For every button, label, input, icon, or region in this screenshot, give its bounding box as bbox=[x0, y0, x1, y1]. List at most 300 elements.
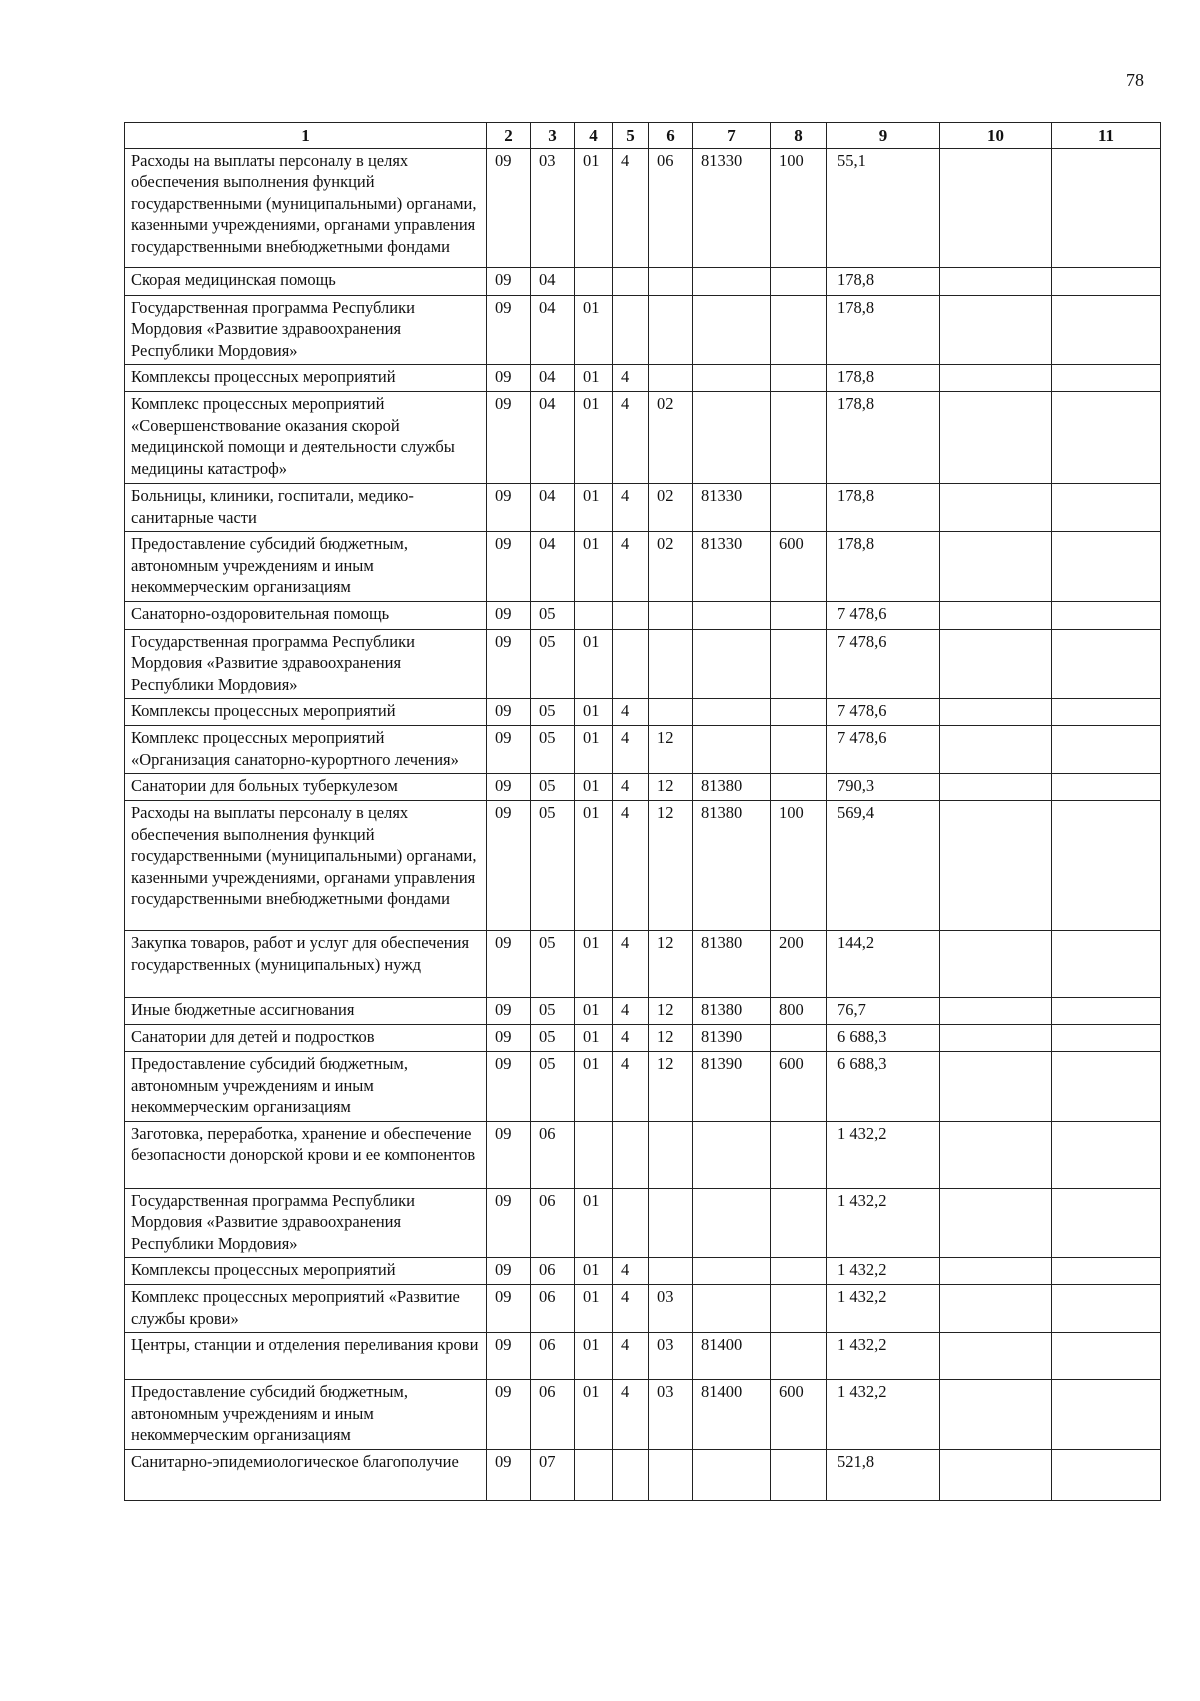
type-code-cell: 4 bbox=[613, 774, 649, 801]
program-code-cell: 01 bbox=[575, 774, 613, 801]
row-name-cell: Центры, станции и отделения переливания крови bbox=[125, 1333, 487, 1380]
complex-code-cell bbox=[649, 1258, 693, 1285]
complex-code-cell bbox=[649, 1188, 693, 1258]
amount-cell: 1 432,2 bbox=[827, 1380, 940, 1450]
section-code-cell: 09 bbox=[487, 365, 531, 392]
column-10-cell bbox=[940, 484, 1052, 532]
program-code-cell: 01 bbox=[575, 148, 613, 267]
complex-code-cell: 12 bbox=[649, 726, 693, 774]
header-cell: 1 bbox=[125, 123, 487, 149]
table-row bbox=[125, 774, 1161, 801]
header-cell: 10 bbox=[940, 123, 1052, 149]
section-code-cell: 09 bbox=[487, 1449, 531, 1500]
subsection-code-cell: 05 bbox=[531, 1025, 575, 1052]
column-10-cell bbox=[940, 998, 1052, 1025]
subsection-code-cell: 07 bbox=[531, 1449, 575, 1500]
expense-type-cell bbox=[771, 1258, 827, 1285]
section-code-cell: 09 bbox=[487, 931, 531, 998]
complex-code-cell bbox=[649, 1121, 693, 1188]
column-11-cell bbox=[1052, 484, 1161, 532]
type-code-cell: 4 bbox=[613, 1285, 649, 1333]
table-row bbox=[125, 532, 1161, 602]
subsection-code-cell: 04 bbox=[531, 295, 575, 365]
expense-type-cell bbox=[771, 1025, 827, 1052]
complex-code-cell bbox=[649, 267, 693, 295]
subsection-code-cell: 04 bbox=[531, 365, 575, 392]
amount-cell: 6 688,3 bbox=[827, 1025, 940, 1052]
table-row bbox=[125, 1449, 1161, 1500]
section-code-cell: 09 bbox=[487, 1333, 531, 1380]
column-10-cell bbox=[940, 1380, 1052, 1450]
complex-code-cell: 03 bbox=[649, 1333, 693, 1380]
direction-code-cell bbox=[693, 1285, 771, 1333]
section-code-cell: 09 bbox=[487, 1025, 531, 1052]
direction-code-cell bbox=[693, 629, 771, 699]
column-11-cell bbox=[1052, 267, 1161, 295]
table-body bbox=[125, 148, 1161, 1500]
complex-code-cell bbox=[649, 365, 693, 392]
row-name-cell: Государственная программа Республики Мордовия «Развитие здравоохранения Республики Мордовия» bbox=[125, 1188, 487, 1258]
subsection-code-cell: 06 bbox=[531, 1333, 575, 1380]
column-11-cell bbox=[1052, 726, 1161, 774]
expense-type-cell bbox=[771, 267, 827, 295]
column-11-cell bbox=[1052, 392, 1161, 484]
type-code-cell: 4 bbox=[613, 998, 649, 1025]
amount-cell: 7 478,6 bbox=[827, 601, 940, 629]
page-number: 78 bbox=[1126, 70, 1144, 90]
subsection-code-cell: 05 bbox=[531, 774, 575, 801]
type-code-cell bbox=[613, 1188, 649, 1258]
column-10-cell bbox=[940, 365, 1052, 392]
column-11-cell bbox=[1052, 1052, 1161, 1122]
column-11-cell bbox=[1052, 774, 1161, 801]
amount-cell: 178,8 bbox=[827, 392, 940, 484]
budget-table bbox=[124, 122, 1161, 1501]
column-10-cell bbox=[940, 1121, 1052, 1188]
column-10-cell bbox=[940, 1188, 1052, 1258]
amount-cell: 55,1 bbox=[827, 148, 940, 267]
header-cell: 5 bbox=[613, 123, 649, 149]
row-name-cell: Комплекс процессных мероприятий «Совершенствование оказания скорой медицинской помощи и деятельности службы медицины катастроф» bbox=[125, 392, 487, 484]
section-code-cell: 09 bbox=[487, 629, 531, 699]
row-name-cell: Расходы на выплаты персоналу в целях обеспечения выполнения функций государственными (муниципальными) органами, казенными учреждениями, органами управления государственными внебюджетными фондами bbox=[125, 801, 487, 931]
section-code-cell: 09 bbox=[487, 774, 531, 801]
program-code-cell: 01 bbox=[575, 295, 613, 365]
header-cell: 3 bbox=[531, 123, 575, 149]
complex-code-cell: 12 bbox=[649, 801, 693, 931]
header-cell: 2 bbox=[487, 123, 531, 149]
table-row bbox=[125, 1188, 1161, 1258]
column-11-cell bbox=[1052, 801, 1161, 931]
program-code-cell bbox=[575, 601, 613, 629]
expense-type-cell bbox=[771, 1121, 827, 1188]
row-name-cell: Предоставление субсидий бюджетным, автономным учреждениям и иным некоммерческим организациям bbox=[125, 532, 487, 602]
complex-code-cell bbox=[649, 629, 693, 699]
direction-code-cell: 81330 bbox=[693, 148, 771, 267]
header-cell: 11 bbox=[1052, 123, 1161, 149]
direction-code-cell bbox=[693, 1258, 771, 1285]
expense-type-cell bbox=[771, 365, 827, 392]
subsection-code-cell: 04 bbox=[531, 532, 575, 602]
expense-type-cell: 600 bbox=[771, 1052, 827, 1122]
amount-cell: 7 478,6 bbox=[827, 629, 940, 699]
type-code-cell: 4 bbox=[613, 931, 649, 998]
section-code-cell: 09 bbox=[487, 1285, 531, 1333]
expense-type-cell bbox=[771, 774, 827, 801]
complex-code-cell: 12 bbox=[649, 1025, 693, 1052]
header-row bbox=[125, 123, 1161, 149]
type-code-cell: 4 bbox=[613, 1025, 649, 1052]
row-name-cell: Санитарно-эпидемиологическое благополучие bbox=[125, 1449, 487, 1500]
table-row bbox=[125, 1025, 1161, 1052]
subsection-code-cell: 06 bbox=[531, 1380, 575, 1450]
amount-cell: 76,7 bbox=[827, 998, 940, 1025]
direction-code-cell bbox=[693, 699, 771, 726]
column-10-cell bbox=[940, 1333, 1052, 1380]
row-name-cell: Закупка товаров, работ и услуг для обеспечения государственных (муниципальных) нужд bbox=[125, 931, 487, 998]
column-11-cell bbox=[1052, 532, 1161, 602]
row-name-cell: Предоставление субсидий бюджетным, автономным учреждениям и иным некоммерческим организациям bbox=[125, 1380, 487, 1450]
direction-code-cell bbox=[693, 1449, 771, 1500]
column-11-cell bbox=[1052, 1025, 1161, 1052]
type-code-cell bbox=[613, 295, 649, 365]
expense-type-cell bbox=[771, 392, 827, 484]
complex-code-cell: 02 bbox=[649, 532, 693, 602]
column-11-cell bbox=[1052, 1380, 1161, 1450]
amount-cell: 178,8 bbox=[827, 532, 940, 602]
column-11-cell bbox=[1052, 295, 1161, 365]
table-row bbox=[125, 931, 1161, 998]
table-row bbox=[125, 601, 1161, 629]
table-row bbox=[125, 295, 1161, 365]
section-code-cell: 09 bbox=[487, 1121, 531, 1188]
row-name-cell: Иные бюджетные ассигнования bbox=[125, 998, 487, 1025]
direction-code-cell: 81380 bbox=[693, 931, 771, 998]
header-cell: 4 bbox=[575, 123, 613, 149]
table-row bbox=[125, 1333, 1161, 1380]
row-name-cell: Государственная программа Республики Мордовия «Развитие здравоохранения Республики Мордовия» bbox=[125, 629, 487, 699]
row-name-cell: Комплекс процессных мероприятий «Развитие службы крови» bbox=[125, 1285, 487, 1333]
subsection-code-cell: 05 bbox=[531, 1052, 575, 1122]
subsection-code-cell: 06 bbox=[531, 1285, 575, 1333]
amount-cell: 7 478,6 bbox=[827, 726, 940, 774]
expense-type-cell bbox=[771, 1285, 827, 1333]
program-code-cell: 01 bbox=[575, 1333, 613, 1380]
row-name-cell: Комплексы процессных мероприятий bbox=[125, 365, 487, 392]
direction-code-cell bbox=[693, 601, 771, 629]
direction-code-cell: 81390 bbox=[693, 1025, 771, 1052]
section-code-cell: 09 bbox=[487, 267, 531, 295]
direction-code-cell bbox=[693, 295, 771, 365]
column-11-cell bbox=[1052, 601, 1161, 629]
table-row bbox=[125, 1380, 1161, 1450]
header-cell: 8 bbox=[771, 123, 827, 149]
program-code-cell: 01 bbox=[575, 532, 613, 602]
column-10-cell bbox=[940, 601, 1052, 629]
expense-type-cell bbox=[771, 295, 827, 365]
subsection-code-cell: 06 bbox=[531, 1121, 575, 1188]
expense-type-cell bbox=[771, 601, 827, 629]
type-code-cell: 4 bbox=[613, 801, 649, 931]
section-code-cell: 09 bbox=[487, 484, 531, 532]
table-row bbox=[125, 629, 1161, 699]
expense-type-cell: 600 bbox=[771, 1380, 827, 1450]
amount-cell: 569,4 bbox=[827, 801, 940, 931]
column-10-cell bbox=[940, 1258, 1052, 1285]
amount-cell: 178,8 bbox=[827, 365, 940, 392]
complex-code-cell: 03 bbox=[649, 1285, 693, 1333]
column-11-cell bbox=[1052, 998, 1161, 1025]
table-row bbox=[125, 1052, 1161, 1122]
column-11-cell bbox=[1052, 629, 1161, 699]
amount-cell: 178,8 bbox=[827, 267, 940, 295]
column-10-cell bbox=[940, 1449, 1052, 1500]
column-11-cell bbox=[1052, 365, 1161, 392]
section-code-cell: 09 bbox=[487, 998, 531, 1025]
row-name-cell: Скорая медицинская помощь bbox=[125, 267, 487, 295]
expense-type-cell: 100 bbox=[771, 148, 827, 267]
amount-cell: 521,8 bbox=[827, 1449, 940, 1500]
subsection-code-cell: 05 bbox=[531, 998, 575, 1025]
column-11-cell bbox=[1052, 1121, 1161, 1188]
table-row bbox=[125, 699, 1161, 726]
program-code-cell: 01 bbox=[575, 801, 613, 931]
program-code-cell bbox=[575, 267, 613, 295]
column-10-cell bbox=[940, 295, 1052, 365]
type-code-cell bbox=[613, 1449, 649, 1500]
column-10-cell bbox=[940, 1285, 1052, 1333]
section-code-cell: 09 bbox=[487, 1052, 531, 1122]
expense-type-cell bbox=[771, 1333, 827, 1380]
complex-code-cell: 12 bbox=[649, 931, 693, 998]
row-name-cell: Больницы, клиники, госпитали, медико-санитарные части bbox=[125, 484, 487, 532]
column-10-cell bbox=[940, 931, 1052, 998]
subsection-code-cell: 03 bbox=[531, 148, 575, 267]
table-row bbox=[125, 1285, 1161, 1333]
program-code-cell: 01 bbox=[575, 365, 613, 392]
type-code-cell: 4 bbox=[613, 726, 649, 774]
table-row bbox=[125, 998, 1161, 1025]
complex-code-cell bbox=[649, 601, 693, 629]
direction-code-cell: 81390 bbox=[693, 1052, 771, 1122]
amount-cell: 7 478,6 bbox=[827, 699, 940, 726]
program-code-cell: 01 bbox=[575, 1188, 613, 1258]
amount-cell: 1 432,2 bbox=[827, 1258, 940, 1285]
table-row bbox=[125, 392, 1161, 484]
column-11-cell bbox=[1052, 931, 1161, 998]
row-name-cell: Санаторно-оздоровительная помощь bbox=[125, 601, 487, 629]
column-10-cell bbox=[940, 1025, 1052, 1052]
direction-code-cell: 81380 bbox=[693, 774, 771, 801]
program-code-cell: 01 bbox=[575, 726, 613, 774]
complex-code-cell: 12 bbox=[649, 998, 693, 1025]
row-name-cell: Санатории для детей и подростков bbox=[125, 1025, 487, 1052]
direction-code-cell: 81400 bbox=[693, 1333, 771, 1380]
type-code-cell: 4 bbox=[613, 1052, 649, 1122]
section-code-cell: 09 bbox=[487, 1380, 531, 1450]
program-code-cell bbox=[575, 1449, 613, 1500]
expense-type-cell: 100 bbox=[771, 801, 827, 931]
subsection-code-cell: 06 bbox=[531, 1258, 575, 1285]
row-name-cell: Комплексы процессных мероприятий bbox=[125, 1258, 487, 1285]
complex-code-cell bbox=[649, 699, 693, 726]
column-11-cell bbox=[1052, 1285, 1161, 1333]
expense-type-cell bbox=[771, 1449, 827, 1500]
program-code-cell: 01 bbox=[575, 699, 613, 726]
direction-code-cell: 81330 bbox=[693, 532, 771, 602]
column-10-cell bbox=[940, 726, 1052, 774]
amount-cell: 790,3 bbox=[827, 774, 940, 801]
section-code-cell: 09 bbox=[487, 1188, 531, 1258]
direction-code-cell bbox=[693, 1188, 771, 1258]
program-code-cell: 01 bbox=[575, 484, 613, 532]
type-code-cell bbox=[613, 629, 649, 699]
column-10-cell bbox=[940, 148, 1052, 267]
section-code-cell: 09 bbox=[487, 295, 531, 365]
direction-code-cell bbox=[693, 267, 771, 295]
complex-code-cell bbox=[649, 1449, 693, 1500]
program-code-cell: 01 bbox=[575, 1285, 613, 1333]
table-row bbox=[125, 365, 1161, 392]
section-code-cell: 09 bbox=[487, 532, 531, 602]
program-code-cell: 01 bbox=[575, 1258, 613, 1285]
type-code-cell: 4 bbox=[613, 1333, 649, 1380]
table-row bbox=[125, 267, 1161, 295]
section-code-cell: 09 bbox=[487, 148, 531, 267]
type-code-cell bbox=[613, 601, 649, 629]
column-10-cell bbox=[940, 774, 1052, 801]
table-row bbox=[125, 1121, 1161, 1188]
column-10-cell bbox=[940, 629, 1052, 699]
amount-cell: 1 432,2 bbox=[827, 1188, 940, 1258]
amount-cell: 1 432,2 bbox=[827, 1121, 940, 1188]
amount-cell: 144,2 bbox=[827, 931, 940, 998]
column-10-cell bbox=[940, 699, 1052, 726]
direction-code-cell bbox=[693, 1121, 771, 1188]
expense-type-cell bbox=[771, 484, 827, 532]
expense-type-cell: 800 bbox=[771, 998, 827, 1025]
section-code-cell: 09 bbox=[487, 699, 531, 726]
column-10-cell bbox=[940, 1052, 1052, 1122]
type-code-cell: 4 bbox=[613, 148, 649, 267]
column-10-cell bbox=[940, 801, 1052, 931]
expense-type-cell bbox=[771, 629, 827, 699]
column-11-cell bbox=[1052, 148, 1161, 267]
amount-cell: 1 432,2 bbox=[827, 1333, 940, 1380]
direction-code-cell bbox=[693, 365, 771, 392]
section-code-cell: 09 bbox=[487, 392, 531, 484]
amount-cell: 178,8 bbox=[827, 484, 940, 532]
program-code-cell: 01 bbox=[575, 392, 613, 484]
section-code-cell: 09 bbox=[487, 726, 531, 774]
type-code-cell: 4 bbox=[613, 1380, 649, 1450]
complex-code-cell: 03 bbox=[649, 1380, 693, 1450]
column-11-cell bbox=[1052, 1333, 1161, 1380]
type-code-cell: 4 bbox=[613, 392, 649, 484]
expense-type-cell bbox=[771, 699, 827, 726]
subsection-code-cell: 05 bbox=[531, 931, 575, 998]
type-code-cell: 4 bbox=[613, 699, 649, 726]
table-row bbox=[125, 801, 1161, 931]
subsection-code-cell: 04 bbox=[531, 484, 575, 532]
expense-type-cell: 600 bbox=[771, 532, 827, 602]
subsection-code-cell: 05 bbox=[531, 601, 575, 629]
complex-code-cell bbox=[649, 295, 693, 365]
column-10-cell bbox=[940, 267, 1052, 295]
complex-code-cell: 02 bbox=[649, 484, 693, 532]
complex-code-cell: 12 bbox=[649, 1052, 693, 1122]
section-code-cell: 09 bbox=[487, 1258, 531, 1285]
type-code-cell: 4 bbox=[613, 484, 649, 532]
subsection-code-cell: 04 bbox=[531, 392, 575, 484]
row-name-cell: Комплекс процессных мероприятий «Организация санаторно-курортного лечения» bbox=[125, 726, 487, 774]
program-code-cell: 01 bbox=[575, 1025, 613, 1052]
subsection-code-cell: 04 bbox=[531, 267, 575, 295]
program-code-cell: 01 bbox=[575, 998, 613, 1025]
subsection-code-cell: 06 bbox=[531, 1188, 575, 1258]
column-11-cell bbox=[1052, 1449, 1161, 1500]
direction-code-cell: 81380 bbox=[693, 998, 771, 1025]
subsection-code-cell: 05 bbox=[531, 629, 575, 699]
table-row bbox=[125, 484, 1161, 532]
amount-cell: 178,8 bbox=[827, 295, 940, 365]
section-code-cell: 09 bbox=[487, 801, 531, 931]
direction-code-cell: 81380 bbox=[693, 801, 771, 931]
program-code-cell: 01 bbox=[575, 629, 613, 699]
table-row bbox=[125, 148, 1161, 267]
expense-type-cell bbox=[771, 726, 827, 774]
table-row bbox=[125, 1258, 1161, 1285]
header-cell: 6 bbox=[649, 123, 693, 149]
amount-cell: 1 432,2 bbox=[827, 1285, 940, 1333]
row-name-cell: Предоставление субсидий бюджетным, автономным учреждениям и иным некоммерческим организациям bbox=[125, 1052, 487, 1122]
header-cell: 7 bbox=[693, 123, 771, 149]
direction-code-cell: 81330 bbox=[693, 484, 771, 532]
amount-cell: 6 688,3 bbox=[827, 1052, 940, 1122]
complex-code-cell: 12 bbox=[649, 774, 693, 801]
column-10-cell bbox=[940, 392, 1052, 484]
expense-type-cell bbox=[771, 1188, 827, 1258]
subsection-code-cell: 05 bbox=[531, 726, 575, 774]
type-code-cell bbox=[613, 267, 649, 295]
section-code-cell: 09 bbox=[487, 601, 531, 629]
row-name-cell: Государственная программа Республики Мордовия «Развитие здравоохранения Республики Мордовия» bbox=[125, 295, 487, 365]
row-name-cell: Санатории для больных туберкулезом bbox=[125, 774, 487, 801]
program-code-cell: 01 bbox=[575, 1380, 613, 1450]
program-code-cell bbox=[575, 1121, 613, 1188]
type-code-cell bbox=[613, 1121, 649, 1188]
column-11-cell bbox=[1052, 1258, 1161, 1285]
type-code-cell: 4 bbox=[613, 532, 649, 602]
header-cell: 9 bbox=[827, 123, 940, 149]
complex-code-cell: 02 bbox=[649, 392, 693, 484]
expense-type-cell: 200 bbox=[771, 931, 827, 998]
subsection-code-cell: 05 bbox=[531, 699, 575, 726]
table-row bbox=[125, 726, 1161, 774]
type-code-cell: 4 bbox=[613, 365, 649, 392]
column-11-cell bbox=[1052, 699, 1161, 726]
row-name-cell: Комплексы процессных мероприятий bbox=[125, 699, 487, 726]
column-10-cell bbox=[940, 532, 1052, 602]
direction-code-cell bbox=[693, 726, 771, 774]
type-code-cell: 4 bbox=[613, 1258, 649, 1285]
program-code-cell: 01 bbox=[575, 931, 613, 998]
subsection-code-cell: 05 bbox=[531, 801, 575, 931]
program-code-cell: 01 bbox=[575, 1052, 613, 1122]
direction-code-cell bbox=[693, 392, 771, 484]
column-11-cell bbox=[1052, 1188, 1161, 1258]
row-name-cell: Расходы на выплаты персоналу в целях обеспечения выполнения функций государственными (муниципальными) органами, казенными учреждениями, органами управления государственными внебюджетными фондами bbox=[125, 148, 487, 267]
